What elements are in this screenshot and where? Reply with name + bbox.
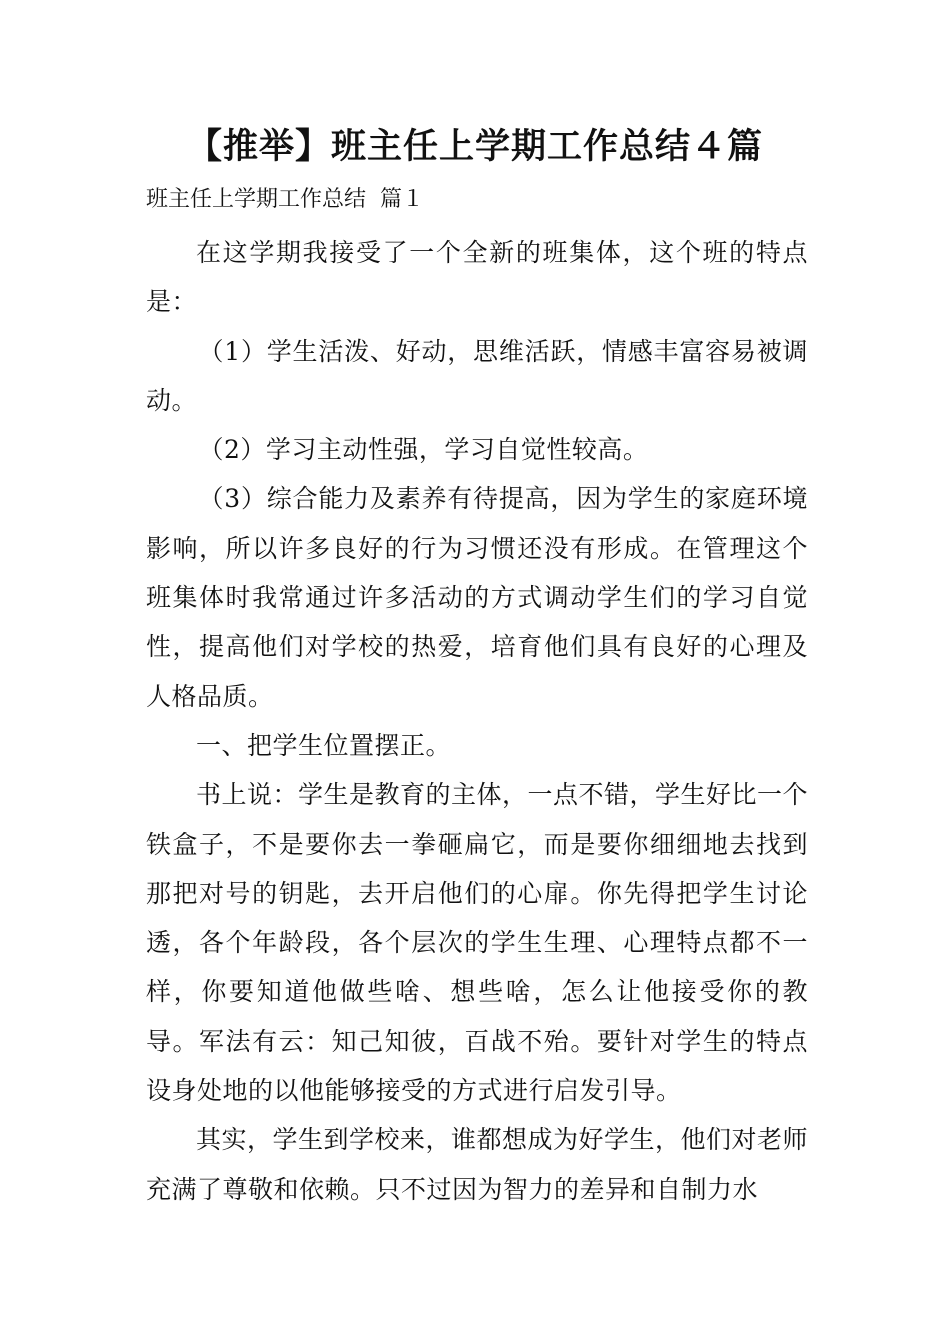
- document-body: [146, 228, 808, 1214]
- paragraph-body-1: 书上说：学生是教育的主体，一点不错，学生好比一个铁盒子，不是要你去一拳砸扁它，而是要你细细地去找到那把对号的钥匙，去开启他们的心扉。你先得把学生讨论透，各个年龄段，各个层次的学生生理、心理特点都不一样，你要知道他做些啥、想些啥，怎么让他接受你的教导。军法有云：知己知彼，百战不殆。要针对学生的特点设身处地的以他能够接受的方式进行启发引导。: [146, 780, 809, 1106]
- paragraph-point-1: （1）学生活泼、好动，思维活跃，情感丰富容易被调动。: [146, 336, 808, 415]
- paragraph-body-2: 其实，学生到学校来，谁都想成为好学生，他们对老师充满了尊敬和依赖。只不过因为智力的差异和自制力水: [146, 1125, 809, 1204]
- section-heading: 班主任上学期工作总结 篇１: [146, 187, 424, 212]
- paragraph-intro: 在这学期我接受了一个全新的班集体，这个班的特点是：: [146, 238, 808, 317]
- section-heading-1: 一、把学生位置摆正。: [196, 730, 452, 760]
- paragraph-point-2: （2）学习主动性强，学习自觉性较高。: [198, 435, 649, 465]
- document-title: 【推举】班主任上学期工作总结４篇: [186, 127, 763, 167]
- paragraph-point-3: （3）综合能力及素养有待提高，因为学生的家庭环境影响，所以许多良好的行为习惯还没有形成。在管理这个班集体时我常通过许多活动的方式调动学生们的学习自觉性，提高他们对学校的热爱，培育他们具有良好的心理及人格品质。: [146, 484, 808, 711]
